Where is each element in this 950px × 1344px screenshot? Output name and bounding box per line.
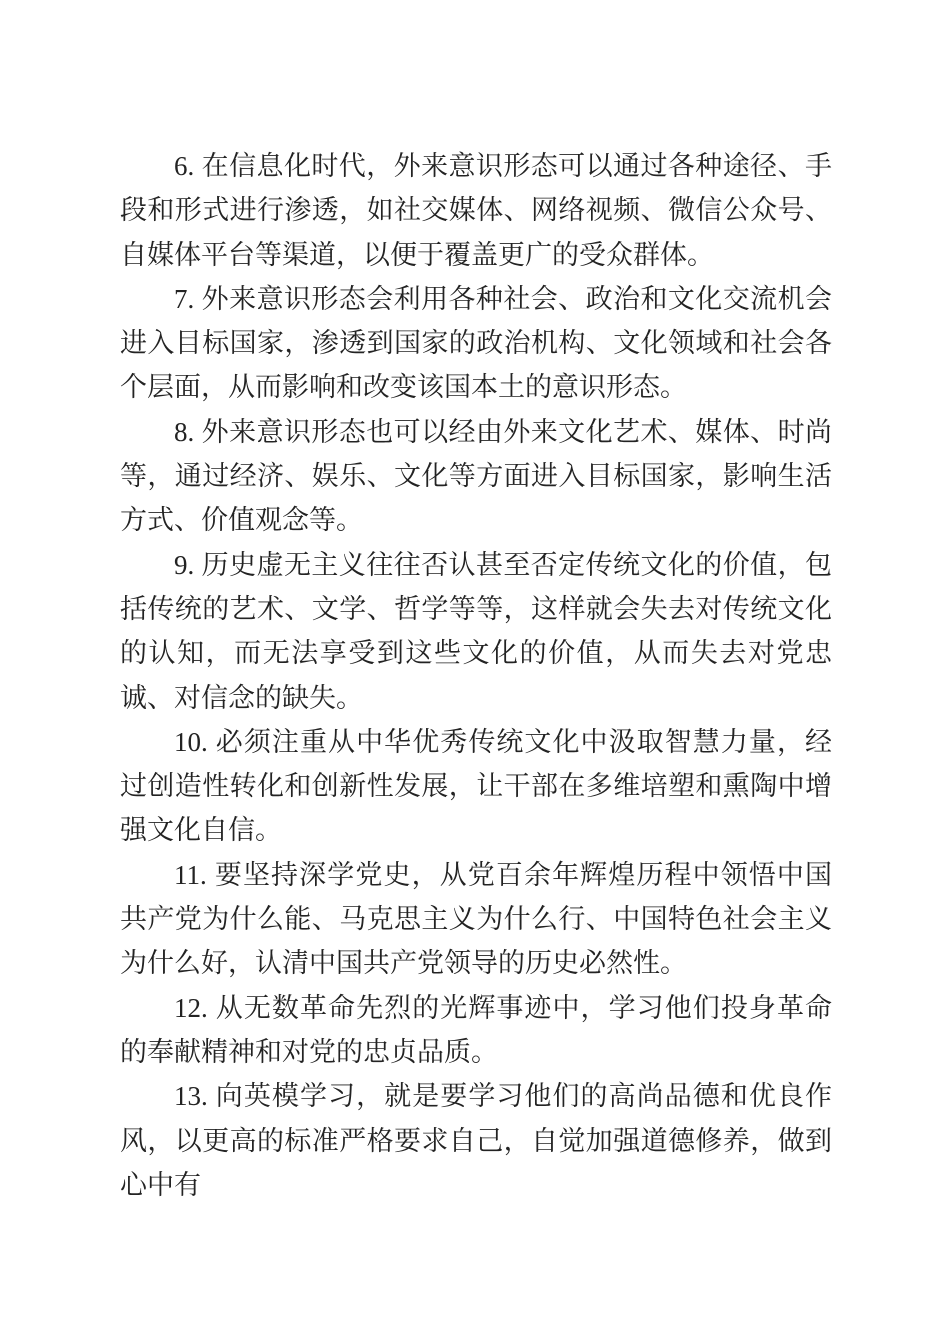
paragraph-12 <box>120 986 832 1075</box>
paragraph-text: 外来意识形态会利用各种社会、政治和文化交流机会进入目标国家，渗透到国家的政治机构、文化领域和社会各个层面，从而影响和改变该国本土的意识形态。 <box>120 283 832 403</box>
paragraph-number: 12. <box>174 992 208 1023</box>
paragraph-11 <box>120 853 832 986</box>
paragraph-text: 向英模学习，就是要学习他们的高尚品德和优良作风，以更高的标准严格要求自己，自觉加强道德修养，做到心中有 <box>120 1081 832 1200</box>
paragraph-number: 7. <box>174 283 195 314</box>
paragraph-number: 11. <box>174 859 207 890</box>
paragraph-number: 8. <box>174 416 195 447</box>
paragraph-number: 10. <box>174 726 208 757</box>
paragraph-13 <box>120 1074 832 1207</box>
paragraph-8 <box>120 410 832 543</box>
paragraph-text: 必须注重从中华优秀传统文化中汲取智慧力量，经过创造性转化和创新性发展，让干部在多维培塑和熏陶中增强文化自信。 <box>120 726 832 846</box>
paragraph-number: 9. <box>174 549 195 580</box>
paragraph-6 <box>120 144 832 277</box>
document-text-body <box>120 144 832 1207</box>
paragraph-9 <box>120 543 832 720</box>
paragraph-number: 6. <box>174 151 195 181</box>
paragraph-text: 在信息化时代，外来意识形态可以通过各种途径、手段和形式进行渗透，如社交媒体、网络视频、微信公众号、自媒体平台等渠道，以便于覆盖更广的受众群体。 <box>120 151 832 270</box>
paragraph-7 <box>120 277 832 410</box>
paragraph-text: 历史虚无主义往往否认甚至否定传统文化的价值，包括传统的艺术、文学、哲学等等，这样就会失去对传统文化的认知，而无法享受到这些文化的价值，从而失去对党忠诚、对信念的缺失。 <box>120 549 832 713</box>
paragraph-text: 从无数革命先烈的光辉事迹中，学习他们投身革命的奉献精神和对党的忠贞品质。 <box>120 992 832 1067</box>
paragraph-number: 13. <box>174 1081 208 1112</box>
paragraph-text: 要坚持深学党史，从党百余年辉煌历程中领悟中国共产党为什么能、马克思主义为什么行、中国特色社会主义为什么好，认清中国共产党领导的历史必然性。 <box>120 859 832 979</box>
paragraph-10 <box>120 720 832 853</box>
paragraph-text: 外来意识形态也可以经由外来文化艺术、媒体、时尚等，通过经济、娱乐、文化等方面进入目标国家，影响生活方式、价值观念等。 <box>120 416 832 536</box>
